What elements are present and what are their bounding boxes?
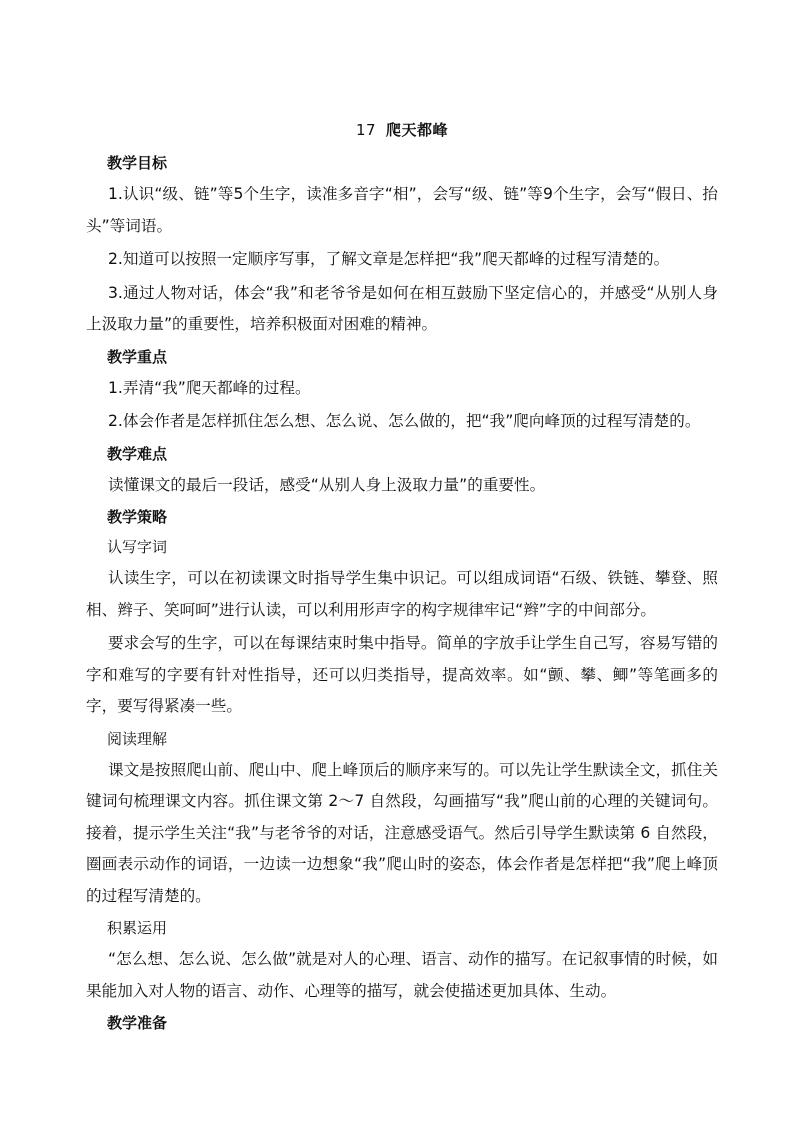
goal-item-3: 3.通过人物对话，体会“我”和老爷爷是如何在相互鼓励下坚定信心的，并感受“从别人身上汲取力量”的重要性，培养积极面对困难的精神。 bbox=[86, 283, 718, 333]
goal-item-2: 2.知道可以按照一定顺序写事，了解文章是怎样把“我”爬天都峰的过程写清楚的。 bbox=[108, 250, 670, 268]
prep-heading: 教学准备 bbox=[107, 1014, 168, 1032]
words-paragraph-1: 认读生字，可以在初读课文时指导学生集中识记。可以组成词语“石级、铁链、攀登、照相、辫子、笑呵呵”进行认读，可以利用形声字的构字规律牢记“辫”字的中间部分。 bbox=[86, 569, 718, 619]
reading-paragraph: 课文是按照爬山前、爬山中、爬上峰顶后的顺序来写的。可以先让学生默读全文，抓住关键词句梳理课文内容。抓住课文第 2～7 自然段，勾画描写“我”爬山前的心理的关键词句。接着，提示学生关注“我”与老爷爷的对话，注意感受语气。然后引导学生默读第 6 自然段，圈画表示动作的词语，一边读一边想象“我”爬山时的姿态，体会作者是怎样把“我”爬上峰顶的过程写清楚的。 bbox=[86, 760, 718, 905]
words-paragraph-2: 要求会写的生字，可以在每课结束时集中指导。简单的字放手让学生自己写，容易写错的字和难写的字要有针对性指导，还可以归类指导，提高效率。如“颤、攀、鲫”等笔画多的字，要写得紧凑一些。 bbox=[86, 634, 718, 715]
strategy-heading: 教学策略 bbox=[107, 508, 168, 526]
difficulty-text: 读懂课文的最后一段话，感受“从别人身上汲取力量”的重要性。 bbox=[108, 475, 546, 494]
difficulty-heading: 教学难点 bbox=[107, 444, 168, 463]
focus-item-2: 2.体会作者是怎样抓住怎么想、怎么说、怎么做的，把“我”爬向峰顶的过程写清楚的。 bbox=[108, 412, 701, 430]
lesson-title bbox=[86, 117, 718, 143]
reading-heading: 阅读理解 bbox=[107, 729, 168, 748]
focus-item-1: 1.弄清“我”爬天都峰的过程。 bbox=[108, 378, 311, 397]
usage-heading: 积累运用 bbox=[107, 919, 168, 937]
focus-heading: 教学重点 bbox=[107, 347, 168, 366]
usage-paragraph: “怎么想、怎么说、怎么做”就是对人的心理、语言、动作的描写。在记叙事情的时候，如果能加入对人物的语言、动作、心理等的描写，就会使描述更加具体、生动。 bbox=[86, 950, 718, 1000]
lesson-number: 17 bbox=[355, 121, 377, 139]
lesson-title-text: 爬天都峰 bbox=[386, 121, 449, 139]
words-heading: 认写字词 bbox=[107, 538, 168, 556]
goals-heading: 教学目标 bbox=[107, 154, 168, 172]
document-body bbox=[86, 117, 718, 1039]
goal-item-1: 1.认识“级、链”等5个生字，读准多音字“相”，会写“级、链”等9个生字，会写“假日、抬头”等词语。 bbox=[86, 185, 718, 235]
